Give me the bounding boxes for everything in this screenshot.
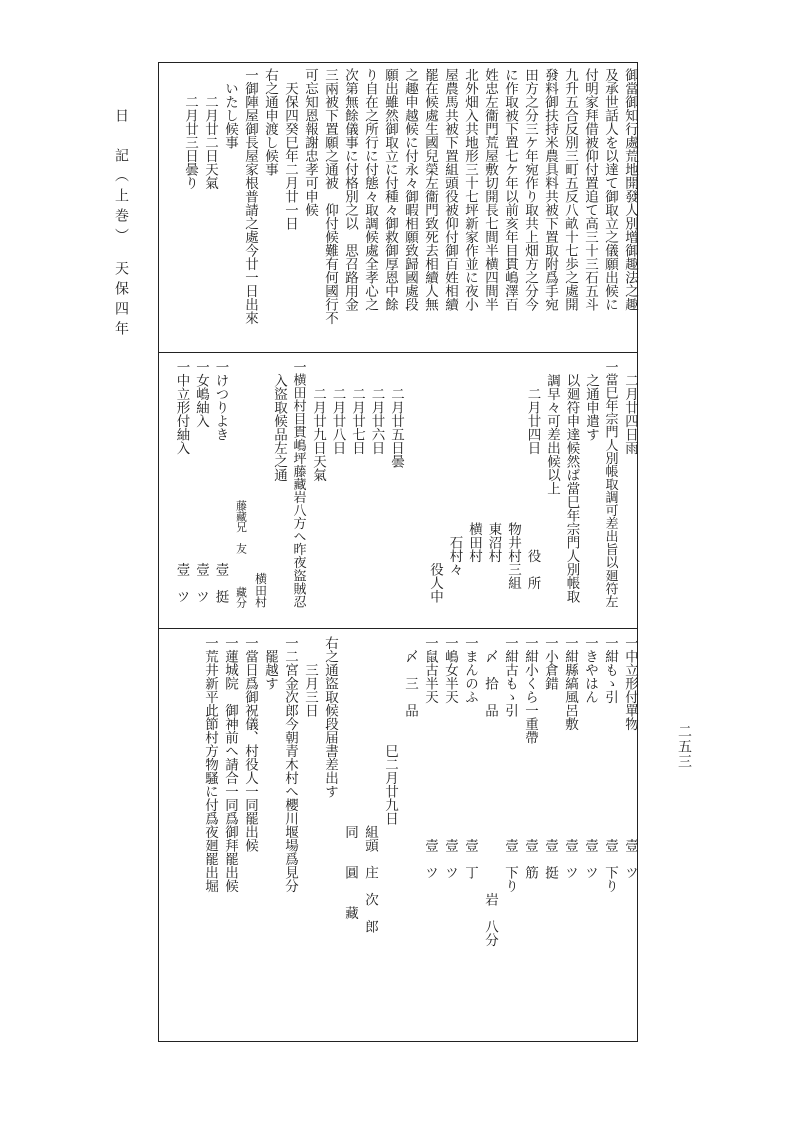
text-column: 二月廿四日 役 所	[524, 360, 541, 590]
text-column: 一中立形付單物 壹 ツ	[622, 636, 638, 879]
text-column: 一女嶋紬入 壹 ツ	[193, 360, 209, 603]
text-column: 發料御扶持米農具料共被下置取附爲手宛	[542, 68, 558, 311]
text-column: 一荒井新平此節村方物騷に付爲夜廻罷出堀	[202, 636, 218, 893]
text-column: 役人中	[427, 360, 443, 603]
text-column: 石村々	[446, 360, 463, 576]
text-column: 二月廿六日	[368, 360, 385, 455]
text-column: 姓忠左衞門荒屋敷切開長七間半横四間半	[482, 68, 498, 311]
text-column: 二月廿七日	[349, 360, 365, 455]
text-column: 之趣申越候に付永々御暇相願致歸國處段	[402, 68, 418, 311]
text-column: 天保四癸巳年二月廿一日	[282, 68, 298, 230]
text-column: 横田村	[466, 360, 482, 563]
page-number: 二五三	[676, 724, 692, 769]
text-column: 一中立形付紬入 壹 ツ	[173, 360, 190, 603]
text-column: 北外畑入共地形三十七坪新家作並に夜小	[462, 68, 478, 311]
text-column: 一當日爲御祝儀、村役人一同罷出候	[242, 636, 258, 852]
text-column: 二月廿四日雨	[622, 360, 638, 455]
text-column: 巳二月廿九日	[382, 636, 398, 825]
text-column: 組頭 庄 次 郎	[362, 636, 378, 933]
text-column: 九升五合反別三町五反八畝十七歩之處開	[562, 68, 578, 311]
text-column: 一鼠古半天 壹 ツ	[422, 636, 438, 879]
text-column: り自在之所行に付態々取調候處全孝心之	[362, 68, 378, 311]
text-column: いたし候事	[222, 68, 238, 149]
text-column: 一紺小くら一重帶 壹 筋	[522, 636, 538, 879]
text-column: 三月三日	[302, 636, 318, 717]
text-column: 付明家拜借被仰付置追て高三十三石五斗	[582, 68, 598, 311]
text-column: 願出雖然御取立に付種々御救御厚恩中餘	[382, 68, 398, 311]
text-column: 屋農馬共被下置組頭役被仰付御百姓相續	[442, 68, 458, 311]
text-column: 罷越す	[262, 636, 278, 690]
text-column: 田方之分三ケ年宛作り取共上畑方之分今	[522, 68, 538, 311]
text-column: 横田村	[253, 360, 268, 609]
text-column: 調早々可差出候以上	[544, 360, 560, 495]
section-divider-bottom	[158, 628, 638, 629]
text-column: 同 圓 藏	[342, 636, 358, 920]
text-column: 一まんのふ 壹 丁	[462, 636, 478, 879]
text-column: 入盜取候品左之通	[271, 360, 287, 482]
section-divider-top	[158, 352, 638, 353]
running-header: 日 記（上巻） 天保四年	[113, 108, 129, 341]
text-column: 一横田村目貫嶋坪藤藏岩八方へ昨夜盜賊忍	[290, 360, 306, 608]
text-column: 一紺もゝ引 壹 下り	[602, 636, 618, 893]
text-column: 罷在候處生國兒榮左衞門致死去相續人無	[422, 68, 438, 311]
text-column: 可忘知恩報謝忠孝可申候	[302, 68, 318, 217]
text-column: 及承世話人を以達て御取立之儀願出候に	[602, 68, 618, 311]
text-column: 一紺古もゝ引 壹 下り	[502, 636, 518, 893]
text-column: 以廻符申達候然ば當巳年宗門人別帳取	[563, 360, 580, 603]
text-column: 〆 三 品	[402, 636, 418, 717]
text-column: 一御陣屋御長屋家根普請之處今廿一日出來	[242, 68, 258, 325]
text-column: 二月廿三日曇り	[182, 68, 198, 190]
text-column: 一蓮城院 御神前へ請合一同爲御拜罷出候	[222, 636, 238, 893]
text-column: 二月廿二日天氣	[202, 68, 218, 190]
text-column: に作取被下置七ケ年以前亥年目貫嶋澤百	[502, 68, 518, 311]
text-column: 一二宮金次郎今朝青木村へ櫻川堰場爲見分	[282, 636, 298, 893]
text-column: 〆 拾 品 岩 八分	[482, 636, 498, 947]
text-column: 一嶋女半天 壹 ツ	[442, 636, 458, 879]
text-column: 一けつりよき 壹 挺	[212, 360, 229, 603]
text-column: 三兩被下置願之通被 仰付候難有何國行不	[322, 68, 338, 325]
text-column: 次第無餘儀事に付格別之以 思召路用金	[342, 68, 358, 311]
text-column: 一小倉錯 壹 挺	[542, 636, 558, 879]
text-column: 二月廿八日	[329, 360, 346, 455]
text-column: 藤藏兄 友 藏分	[235, 360, 248, 608]
text-column: 一紺縣縞風呂敷 壹 ツ	[562, 636, 578, 879]
text-column: 東沼村	[485, 360, 502, 563]
text-column: 御當御知行處荒地開發人別增御趣法之趣	[622, 68, 638, 311]
text-column: 一當巳年宗門人別帳取調可差出旨以廻符左	[602, 360, 618, 608]
text-column: 物井村三組	[505, 360, 521, 590]
text-column: 右之通申渡し候事	[262, 68, 278, 176]
text-column: 二月廿九日天氣	[310, 360, 326, 482]
text-column: 之通申遣す	[583, 360, 599, 441]
text-column: 右之通盜取候段届書差出す	[322, 636, 338, 798]
text-column: 二月廿五日曇	[388, 360, 404, 468]
text-column: 一きやはん 壹 ツ	[582, 636, 598, 879]
